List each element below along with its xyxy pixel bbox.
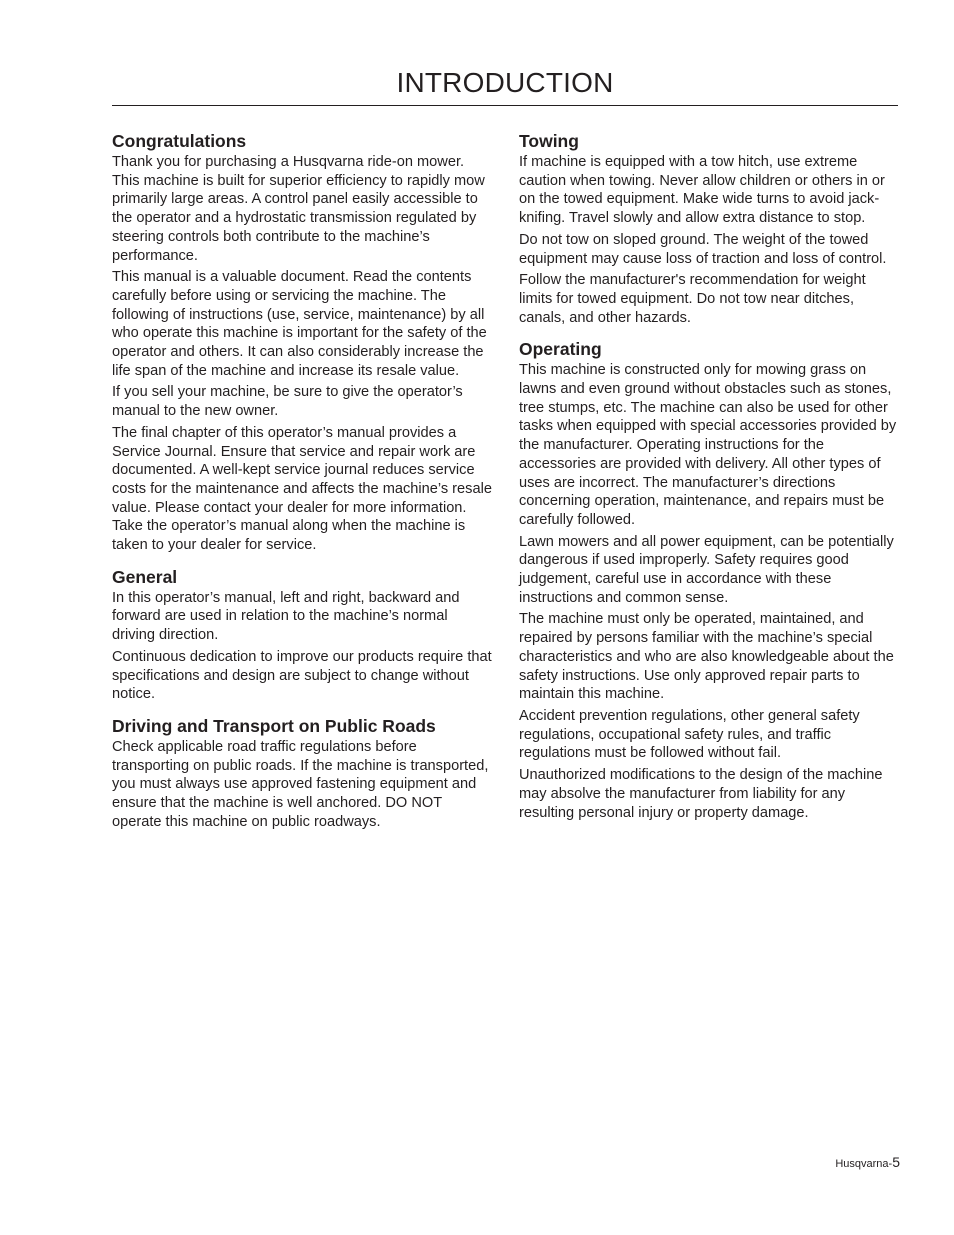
section-driving-transport: [112, 715, 492, 832]
paragraph: Thank you for purchasing a Husqvarna ride-on mower. This machine is built for superior efficiency to rapidly mow primarily large areas. A control panel easily accessible to the operator and a hydrostatic transmission regulated by steering controls both contribute to the machine’s performance.: [112, 154, 485, 264]
title-divider: [112, 105, 898, 106]
paragraph: In this operator’s manual, left and right, backward and forward are used in relation to the machine’s normal driving direction.: [112, 589, 460, 644]
page-title: INTRODUCTION: [396, 67, 614, 98]
paragraph: Continuous dedication to improve our products require that specifications and design are subject to change without notice.: [112, 648, 492, 703]
section-congratulations: [112, 130, 492, 555]
paragraph: Check applicable road traffic regulations before transporting on public roads. If the machine is transported, you must always use approved fastening equipment and ensure that the machine is well anchored. DO NOT operate this machine on public roadways.: [112, 738, 489, 830]
paragraph: The machine must only be operated, maintained, and repaired by persons familiar with the machine’s special characteristics and who are also knowledgeable about the safety instructions. Use only approved repair parts to maintain this machine.: [519, 611, 894, 703]
paragraph: Accident prevention regulations, other general safety regulations, occupational safety rules, and traffic regulations must be followed without fail.: [519, 707, 860, 762]
section-heading: Towing: [519, 131, 579, 151]
section-heading: General: [112, 566, 178, 587]
paragraph: If you sell your machine, be sure to give the operator’s manual to the new owner.: [112, 384, 463, 420]
paragraph: The final chapter of this operator’s manual provides a Service Journal. Ensure that service and repair work are documented. A well-kept service journal reduces service costs for the maintenance and affects the machine’s resale value. Please contact your dealer for more information. Take the operator’s manual along when the machine is taken to your dealer for service.: [112, 424, 492, 554]
page-footer: [835, 1154, 900, 1172]
left-column: [112, 130, 492, 832]
paragraph: If machine is equipped with a tow hitch, use extreme caution when towing. Never allow children or others in or on the towed equipment. Make wide turns to avoid jack-knifing. Travel slowly and allow extra distance to stop.: [519, 154, 885, 227]
section-general: [112, 566, 492, 704]
section-operating: [519, 338, 901, 822]
paragraph: Do not tow on sloped ground. The weight of the towed equipment may cause loss of traction and loss of control.: [519, 231, 887, 267]
right-column: [519, 130, 901, 822]
paragraph: Unauthorized modifications to the design of the machine may absolve the manufacturer from liability for any resulting personal injury or property damage.: [519, 767, 883, 821]
paragraph: This machine is constructed only for mowing grass on lawns and even ground without obstacles such as stones, tree stumps, etc. The machine can also be used for other tasks when equipped with special accessories provided by the manufacturer. Operating instructions for the accessories are provided with delivery. All other types of uses are incorrect. The manufacturer’s directions concerning operation, maintenance, and repairs must be carefully followed.: [519, 362, 897, 528]
section-heading: Congratulations: [112, 131, 247, 151]
section-heading: Driving and Transport on Public Roads: [112, 715, 436, 736]
section-towing: [519, 130, 901, 327]
paragraph: This manual is a valuable document. Read the contents carefully before using or servicing the machine. The following of instructions (use, service, maintenance) by all who operate this machine is important for the safety of the operator and others. It can also considerably increase the life span of the machine and increase its resale value.: [112, 269, 487, 379]
page-number: 5: [892, 1154, 900, 1170]
paragraph: Lawn mowers and all power equipment, can be potentially dangerous if used improperly. Safety requires good judgement, careful use in accordance with these instructions and common sense.: [519, 533, 894, 606]
section-heading: Operating: [519, 339, 602, 360]
footer-brand: Husqvarna-: [835, 1158, 893, 1170]
paragraph: Follow the manufacturer's recommendation for weight limits for towed equipment. Do not tow near ditches, canals, and other hazards.: [519, 272, 866, 326]
